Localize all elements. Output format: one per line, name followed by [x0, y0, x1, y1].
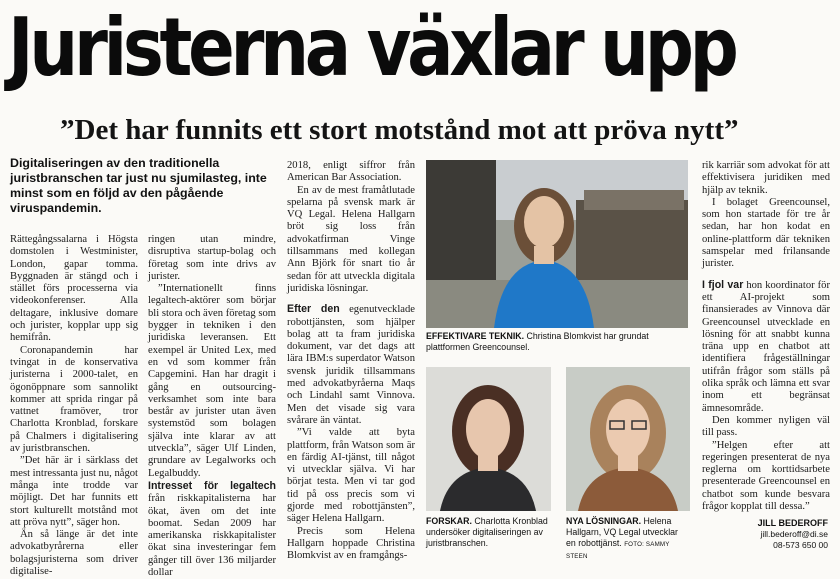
- photo-illustration: [566, 367, 690, 511]
- paragraph: Precis som Helena Hallgarn hoppade Christina Blomkvist av en framgångs-: [287, 525, 415, 562]
- photo-credit: FOTO: SAMMY STEEN: [566, 541, 670, 560]
- ingress: Digitaliseringen av den traditionella juristbranschen tar just nu sjumilasteg, inte minst som en följd av den pågående viruspandemin.: [10, 156, 267, 215]
- paragraph: ”Det här är i särklass det mest intressanta just nu, något många inte trodde var möjligt. Det har funnits ett stort kulturellt motstånd mot att pröva nytt”, säger hon.: [10, 455, 138, 528]
- column-3: [287, 160, 415, 560]
- paragraph: ”Helgen efter att regeringen presenterat de nya reglerna om korttidsarbete presenterade Greencounsel en chatbot som kunde besvara frågor kopplat till dessa.”: [702, 439, 830, 513]
- lead-in: I fjol var: [702, 278, 744, 291]
- caption-lead: EFFEKTIVARE TEKNIK.: [426, 331, 525, 341]
- photo-charlotta-kronblad: [426, 367, 551, 511]
- byline: [758, 517, 828, 551]
- caption-text: Helena Hallgarn, VQ Legal utvecklar en robottjänst.: [566, 516, 678, 548]
- paragraph: rik karriär som advokat för att effektivisera juridiken med hjälp av teknik.: [702, 160, 830, 196]
- byline-name: JILL BEDEROFF: [757, 518, 828, 528]
- byline-email: jill.bederoff@di.se: [760, 529, 828, 539]
- column-2: [148, 234, 276, 579]
- photo-caption: [566, 516, 690, 562]
- paragraph: ringen utan mindre, disruptiva startup-bolag och företag som inte drivs av jurister.: [148, 234, 276, 282]
- paragraph-text: hon koordinator för ett AI-projekt som finansierades av Vinnova där Greencounsel utvecklade en lösning för att snabbt kunna träna upp en chatbot att identifiera frågeställningar utifrån frågor som ställs på olika språk och lämna ett svar inom ett begränsat ämnesområde.: [702, 279, 830, 414]
- paragraph: ”Vi valde att byta plattform, från Watson som är en färdig AI-tjänst, till något vi utvecklar själva. Vi har börjat testa. Men vi tar god tid på oss precis som vi gjorde med robottjänsten”, säger Helena Hallgarn.: [287, 427, 415, 525]
- lead-in: Efter den: [287, 303, 340, 316]
- lead-in: Intresset för legaltech: [148, 479, 276, 492]
- paragraph: Den kommer nyligen väl till pass.: [702, 414, 830, 439]
- column-1: [10, 234, 138, 578]
- photo-caption: [426, 331, 688, 353]
- column-4: [702, 160, 830, 513]
- photo-illustration: [426, 160, 688, 328]
- paragraph: En av de mest framåtlutade spelarna på svensk mark är VQ Legal. Helena Hallgarn bröt sig loss från advokatfirman Vinge tillsammans med kollegan Ann Björk för snart tio år sedan för att utveckla digitala juridiska lösningar.: [287, 184, 415, 294]
- photo-caption: [426, 516, 551, 549]
- caption-text: Christina Blomkvist har grundat plattformen Greencounsel.: [426, 331, 649, 352]
- photo-helena-hallgarn: [566, 367, 690, 511]
- paragraph: [702, 279, 830, 415]
- paragraph: ”Internationellt finns legaltech-aktörer som börjar bli stora och även företag som bygger in tekniken i den juridiska leveransen. Ett exempel är United Lex, med en vd som kommer från Capgemini. Han har dragit i gång en outsourcing-verksamhet som inte bara består av jurister utan även systemstöd som bolagen själva inte klarar av att utveckla”, säger Ulf Linden, grundare av Legalworks och Legalbuddy.: [148, 283, 276, 479]
- subheadline: ”Det har funnits ett stort motstånd mot att pröva nytt”: [60, 114, 739, 146]
- paragraph: Rättegångssalarna i Högsta domstolen i Westminister, London, gapar tomma. Byggnaden är stängd och i stället förs processerna via videokonferenser. Alla deltagare, inklusive domare och jurister, kopplar upp sig hemifrån.: [10, 234, 138, 344]
- caption-text: Charlotta Kronblad undersöker digitaliseringen av juristbranschen.: [426, 516, 548, 548]
- photo-illustration: [426, 367, 551, 511]
- paragraph: [287, 303, 415, 427]
- paragraph-text: egenutvecklade robottjänsten, som hjälper bolag att ta fram juridiska dokument, var det dags att lära IBM:s superdator Watson svensk juridik tillsammans med advokatbyråerna Maqs och Lindahl samt Vinnova. Men det visade sig vara svårare än väntat.: [287, 304, 415, 426]
- paragraph: Än så länge är det inte advokatbyrårerna eller bolagsjuristerna som driver digitalise-: [10, 529, 138, 578]
- photo-christina-blomkvist: [426, 160, 688, 328]
- caption-lead: FORSKAR.: [426, 516, 472, 526]
- paragraph: [148, 480, 276, 579]
- paragraph: Coronapandemin har tvingat in de konservativa juristerna i 2000-talet, en ögonöppnare som sannolikt kommer att sprida ringar på vattnet framöver, tror Charlotta Kronblad, forskare på Chalmers i digitalisering av juristbranschen.: [10, 344, 138, 455]
- paragraph-text: från riskkapitalisterna har ökat, även om det inte boomat. Sedan 2009 har amerikanska riskkapitalister ökat sina investeringar fem gånger till över 136 miljarder dollar: [148, 493, 276, 579]
- headline: Juristerna växlar upp: [8, 1, 735, 94]
- paragraph: 2018, enligt siffror från American Bar Association.: [287, 160, 415, 184]
- caption-lead: NYA LÖSNINGAR.: [566, 516, 642, 526]
- byline-phone: 08-573 650 00: [773, 540, 828, 550]
- paragraph: I bolaget Greencounsel, som hon startade för tre år sedan, har hon kodat en online-plattform där tekniken samspelar med frilansande jurister.: [702, 196, 830, 270]
